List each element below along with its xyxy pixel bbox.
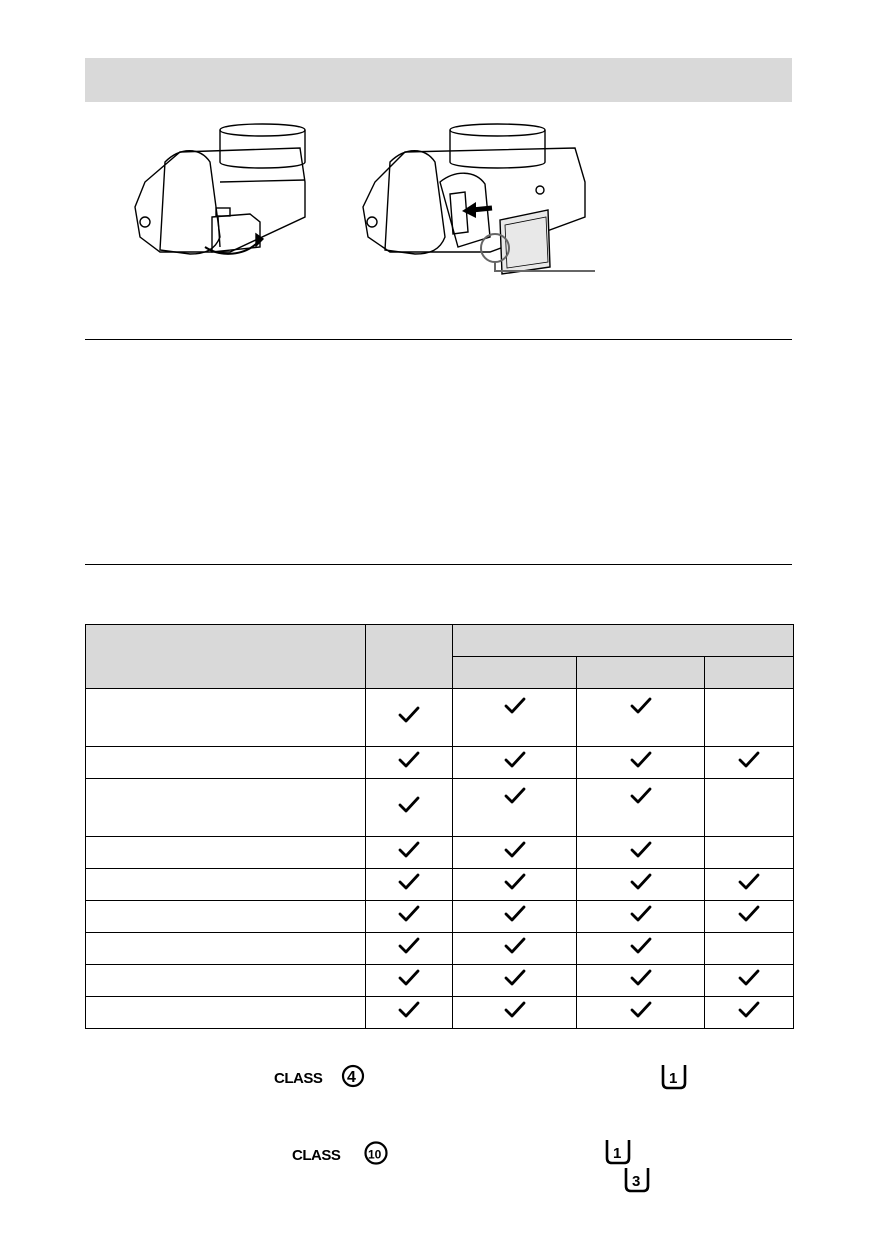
card-type-cell [86, 965, 366, 997]
support-cell [453, 869, 577, 901]
header-cell-format-1 [453, 657, 577, 689]
header-cell-card-type [86, 625, 366, 689]
checkmark-icon [504, 841, 526, 859]
table-row [86, 933, 794, 965]
checkmark-icon [630, 751, 652, 769]
checkmark-icon [398, 706, 420, 724]
support-cell [577, 901, 705, 933]
support-cell [577, 997, 705, 1029]
support-cell [366, 965, 453, 997]
camera-card-insertion-illustration [120, 122, 610, 282]
table-row [86, 837, 794, 869]
section-divider-top [85, 339, 792, 340]
checkmark-icon [398, 841, 420, 859]
support-cell [705, 933, 794, 965]
card-type-cell [86, 837, 366, 869]
supported-cards-table [85, 624, 794, 1029]
sd-speed-class-10-logo [292, 1140, 392, 1166]
support-cell [453, 933, 577, 965]
support-cell [453, 965, 577, 997]
checkmark-icon [504, 697, 526, 715]
svg-text:3: 3 [632, 1173, 641, 1190]
svg-text:4: 4 [347, 1069, 356, 1086]
table-row [86, 901, 794, 933]
support-cell [705, 747, 794, 779]
support-cell [705, 779, 794, 837]
svg-text:10: 10 [368, 1147, 382, 1162]
uhs-speed-class-1-logo [660, 1063, 688, 1091]
card-type-cell [86, 997, 366, 1029]
support-cell [366, 689, 453, 747]
support-cell [577, 869, 705, 901]
support-cell [366, 779, 453, 837]
card-type-cell [86, 689, 366, 747]
card-type-cell [86, 869, 366, 901]
checkmark-icon [630, 937, 652, 955]
support-cell [453, 901, 577, 933]
checkmark-icon [504, 1001, 526, 1019]
table-row [86, 997, 794, 1029]
checkmark-icon [630, 905, 652, 923]
checkmark-icon [398, 751, 420, 769]
support-cell [577, 747, 705, 779]
checkmark-icon [398, 873, 420, 891]
checkmark-icon [398, 937, 420, 955]
support-cell [366, 901, 453, 933]
checkmark-icon [630, 841, 652, 859]
support-cell [453, 747, 577, 779]
support-cell [366, 837, 453, 869]
support-cell [366, 933, 453, 965]
support-cell [366, 869, 453, 901]
table-row [86, 965, 794, 997]
checkmark-icon [630, 1001, 652, 1019]
checkmark-icon [630, 969, 652, 987]
checkmark-icon [504, 873, 526, 891]
checkmark-icon [398, 905, 420, 923]
support-cell [577, 779, 705, 837]
sd-speed-class-4-logo [274, 1063, 368, 1089]
support-cell [705, 901, 794, 933]
checkmark-icon [630, 697, 652, 715]
support-cell [453, 837, 577, 869]
uhs-speed-class-1b-logo [604, 1138, 632, 1166]
checkmark-icon [504, 969, 526, 987]
support-cell [366, 997, 453, 1029]
header-cell-format-2 [577, 657, 705, 689]
section-header-bar [85, 58, 792, 102]
checkmark-icon [738, 969, 760, 987]
checkmark-icon [504, 905, 526, 923]
table-row [86, 779, 794, 837]
support-cell [705, 689, 794, 747]
support-cell [577, 689, 705, 747]
checkmark-icon [504, 787, 526, 805]
table-row [86, 869, 794, 901]
card-type-cell [86, 779, 366, 837]
checkmark-icon [738, 1001, 760, 1019]
support-cell [453, 997, 577, 1029]
camera-right-illustration [363, 124, 585, 254]
checkmark-icon [398, 796, 420, 814]
support-cell [577, 837, 705, 869]
checkmark-icon [738, 751, 760, 769]
support-cell [577, 965, 705, 997]
svg-text:1: 1 [613, 1145, 622, 1162]
support-cell [577, 933, 705, 965]
support-cell [705, 837, 794, 869]
support-cell [453, 689, 577, 747]
support-cell [705, 965, 794, 997]
checkmark-icon [398, 969, 420, 987]
table-row [86, 689, 794, 747]
checkmark-icon [738, 905, 760, 923]
svg-text:1: 1 [669, 1070, 678, 1087]
checkmark-icon [504, 937, 526, 955]
svg-text:CLASS: CLASS [274, 1070, 323, 1087]
card-type-cell [86, 901, 366, 933]
checkmark-icon [738, 873, 760, 891]
support-cell [705, 869, 794, 901]
checkmark-icon [398, 1001, 420, 1019]
camera-left-illustration [135, 124, 305, 254]
support-cell [453, 779, 577, 837]
support-cell [366, 747, 453, 779]
checkmark-icon [630, 873, 652, 891]
section-divider-bottom [85, 564, 792, 565]
support-cell [705, 997, 794, 1029]
uhs-speed-class-3-logo [623, 1166, 651, 1194]
card-type-cell [86, 933, 366, 965]
header-cell-movie [453, 625, 794, 657]
header-cell-format-3 [705, 657, 794, 689]
svg-text:CLASS: CLASS [292, 1147, 341, 1164]
table-row [86, 747, 794, 779]
card-type-cell [86, 747, 366, 779]
checkmark-icon [630, 787, 652, 805]
header-cell-still [366, 625, 453, 689]
checkmark-icon [504, 751, 526, 769]
